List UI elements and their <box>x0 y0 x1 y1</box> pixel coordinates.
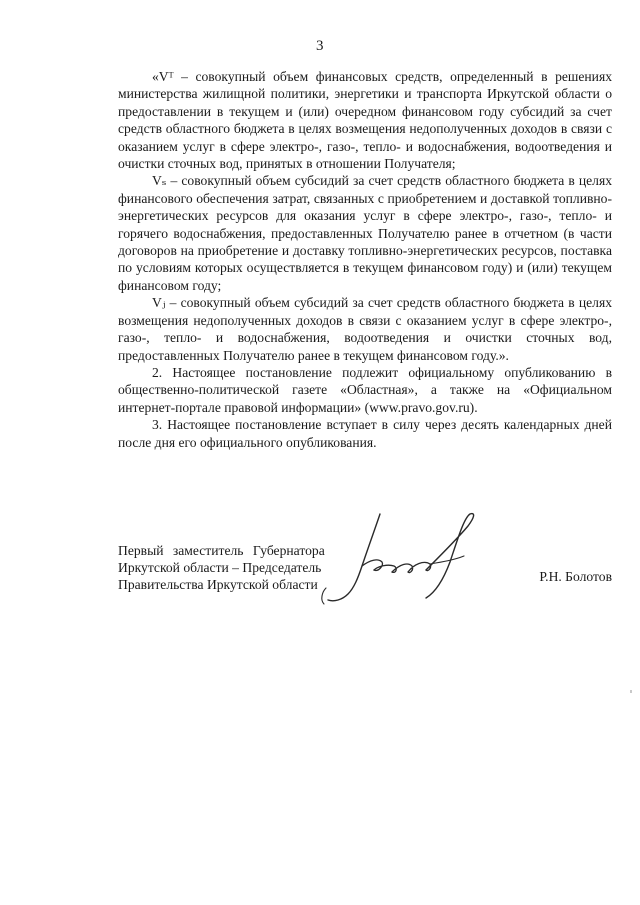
paragraph-vj-definition: Vⱼ – совокупный объем субсидий за счет средств областного бюджета в целях возмещения недополученных доходов в связи с оказанием услуг в сфере электро-, газо-, тепло- и водоснабжения, водоотведения и очистки сточных вод, предоставленных Получателю ранее в текущем финансовом году.». <box>118 295 612 363</box>
signatory-title-line: Первый заместитель Губернатора <box>118 543 325 558</box>
signatory-title-line: Правительства Иркутской области <box>118 577 318 592</box>
paragraph-effective-date-clause: 3. Настоящее постановление вступает в силу через десять календарных дней после дня его официального опубликования. <box>118 417 612 450</box>
scan-speck <box>630 690 632 693</box>
paragraph-vs-definition: Vₛ – совокупный объем субсидий за счет средств областного бюджета в целях финансового обеспечения затрат, связанных с приобретением и доставкой топливно-энергетических ресурсов для оказания услуг в сфере электро-, газо-, тепло- и горячего водоснабжения, предоставленных Получателю ранее в отчетном (в части договоров на приобретение и доставку топливно-энергетических ресурсов, поставка по условиям которых осуществляется в текущем финансовом году) и (или) текущем финансовом году; <box>118 173 612 293</box>
paragraph-vt-definition: «Vᵀ – совокупный объем финансовых средств, определенный в решениях министерства жилищной политики, энергетики и транспорта Иркутской области о предоставлении в текущем и (или) очередном финансовом году субсидий за счет средств областного бюджета в целях возмещения недополученных доходов в связи с оказанием услуг в сфере электро-, газо-, тепло- и водоснабжения, водоотведения и очистки сточных вод, принятых в отношении Получателя; <box>118 69 612 172</box>
paragraph-publication-clause: 2. Настоящее постановление подлежит официальному опубликованию в общественно-политической газете «Областная», а также на «Официальном интернет-портале правовой информации» (www.pravo.gov.ru). <box>118 364 612 415</box>
document-body <box>118 68 612 451</box>
signatory-title-line: Иркутской области – Председатель <box>118 560 322 575</box>
signatory-name: Р.Н. Болотов <box>539 569 612 584</box>
page-number: 3 <box>316 38 324 54</box>
handwritten-signature <box>318 508 508 608</box>
